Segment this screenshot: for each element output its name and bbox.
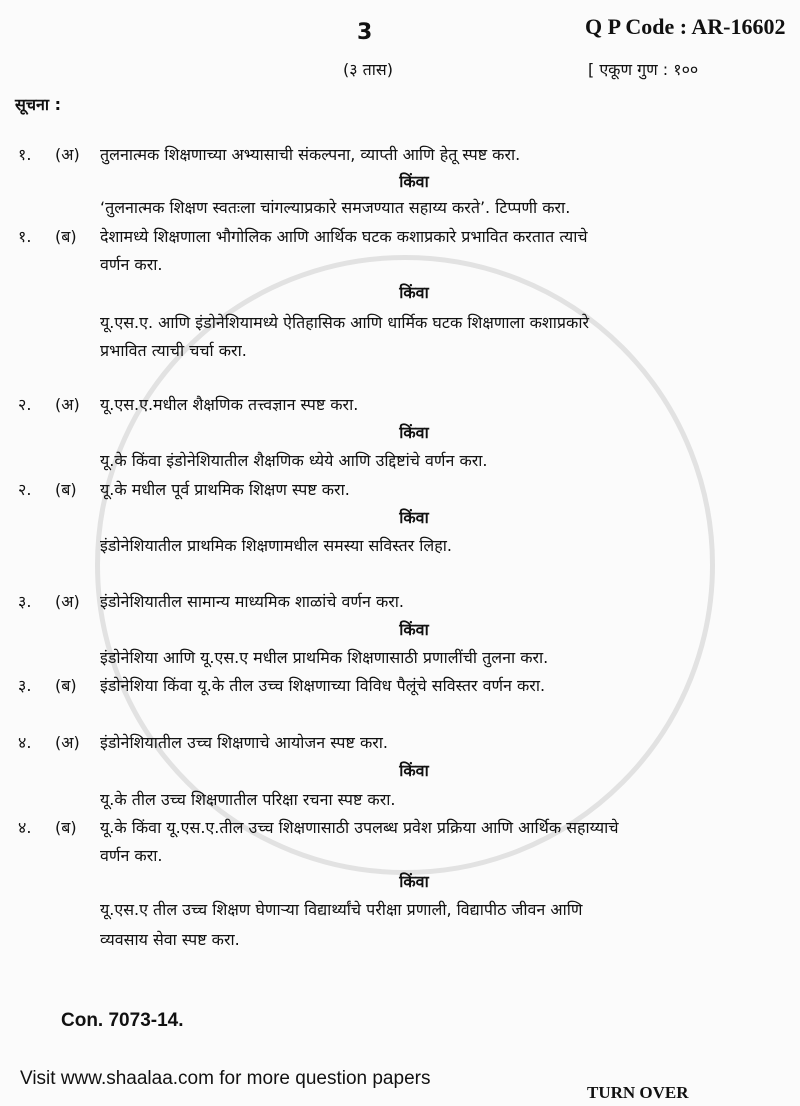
- question-text: देशामध्ये शिक्षणाला भौगोलिक आणि आर्थिक घटक कशाप्रकारे प्रभावित करतात त्याचे: [100, 227, 588, 246]
- question-number: २.: [18, 395, 32, 414]
- visit-link[interactable]: Visit www.shaalaa.com for more question papers: [20, 1068, 431, 1089]
- page-number: 3: [357, 20, 373, 45]
- question-alt-text: ‘तुलनात्मक शिक्षण स्वतःला चांगल्याप्रकारे समजण्यात सहाय्य करते’. टिप्पणी करा.: [100, 198, 571, 217]
- question-alt-text: इंडोनेशियातील प्राथमिक शिक्षणामधील समस्या सविस्तर लिहा.: [100, 536, 453, 555]
- or-label: किंवा: [399, 620, 429, 639]
- question-text: यू.के मधील पूर्व प्राथमिक शिक्षण स्पष्ट करा.: [100, 480, 350, 499]
- question-text: इंडोनेशिया किंवा यू.के तील उच्च शिक्षणाच्या विविध पैलूंचे सविस्तर वर्णन करा.: [100, 676, 546, 695]
- question-number: ४.: [18, 818, 32, 837]
- question-part: (अ): [55, 733, 80, 752]
- con-code: Con. 7073-14.: [61, 1010, 184, 1031]
- question-text-cont: वर्णन करा.: [100, 846, 163, 865]
- duration: (३ तास): [343, 60, 393, 79]
- question-part: (अ): [55, 145, 80, 164]
- question-number: ३.: [18, 676, 32, 695]
- question-part: (ब): [55, 227, 77, 246]
- or-label: किंवा: [399, 423, 429, 442]
- question-text: इंडोनेशियातील उच्च शिक्षणाचे आयोजन स्पष्ट करा.: [100, 733, 389, 752]
- question-number: १.: [18, 227, 32, 246]
- or-label: किंवा: [399, 508, 429, 527]
- question-part: (अ): [55, 592, 80, 611]
- or-label: किंवा: [399, 172, 429, 191]
- question-part: (ब): [55, 676, 77, 695]
- total-marks: [ एकूण गुण : १००: [588, 60, 699, 79]
- turn-over: TURN OVER: [587, 1083, 689, 1102]
- question-text: यू.एस.ए.मधील शैक्षणिक तत्त्वज्ञान स्पष्ट करा.: [100, 395, 359, 414]
- question-number: १.: [18, 145, 32, 164]
- question-part: (ब): [55, 480, 77, 499]
- qp-code: Q P Code : AR-16602: [585, 14, 786, 39]
- question-alt-text-cont: प्रभावित त्याची चर्चा करा.: [100, 341, 247, 360]
- question-alt-text: इंडोनेशिया आणि यू.एस.ए मधील प्राथमिक शिक्षणासाठी प्रणालींची तुलना करा.: [100, 648, 549, 667]
- question-number: २.: [18, 480, 32, 499]
- or-label: किंवा: [399, 283, 429, 302]
- question-text: तुलनात्मक शिक्षणाच्या अभ्यासाची संकल्पना, व्याप्ती आणि हेतू स्पष्ट करा.: [100, 145, 521, 164]
- or-label: किंवा: [399, 761, 429, 780]
- question-text: यू.के किंवा यू.एस.ए.तील उच्च शिक्षणासाठी उपलब्ध प्रवेश प्रक्रिया आणि आर्थिक सहाय्याचे: [100, 818, 619, 837]
- question-text-cont: वर्णन करा.: [100, 255, 163, 274]
- question-number: ३.: [18, 592, 32, 611]
- question-alt-text: यू.के किंवा इंडोनेशियातील शैक्षणिक ध्येये आणि उद्दिष्टांचे वर्णन करा.: [100, 451, 488, 470]
- question-alt-text: यू.एस.ए. आणि इंडोनेशियामध्ये ऐतिहासिक आणि धार्मिक घटक शिक्षणाला कशाप्रकारे: [100, 313, 590, 332]
- question-text: इंडोनेशियातील सामान्य माध्यमिक शाळांचे वर्णन करा.: [100, 592, 405, 611]
- question-number: ४.: [18, 733, 32, 752]
- question-part: (ब): [55, 818, 77, 837]
- question-alt-text: यू.के तील उच्च शिक्षणातील परिक्षा रचना स्पष्ट करा.: [100, 790, 396, 809]
- question-part: (अ): [55, 395, 80, 414]
- question-alt-text: यू.एस.ए तील उच्च शिक्षण घेणाऱ्या विद्यार्थ्यांचे परीक्षा प्रणाली, विद्यापीठ जीवन आणि: [100, 900, 583, 919]
- instructions-label: सूचना :: [15, 95, 61, 114]
- question-alt-text-cont: व्यवसाय सेवा स्पष्ट करा.: [100, 930, 240, 949]
- or-label: किंवा: [399, 872, 429, 891]
